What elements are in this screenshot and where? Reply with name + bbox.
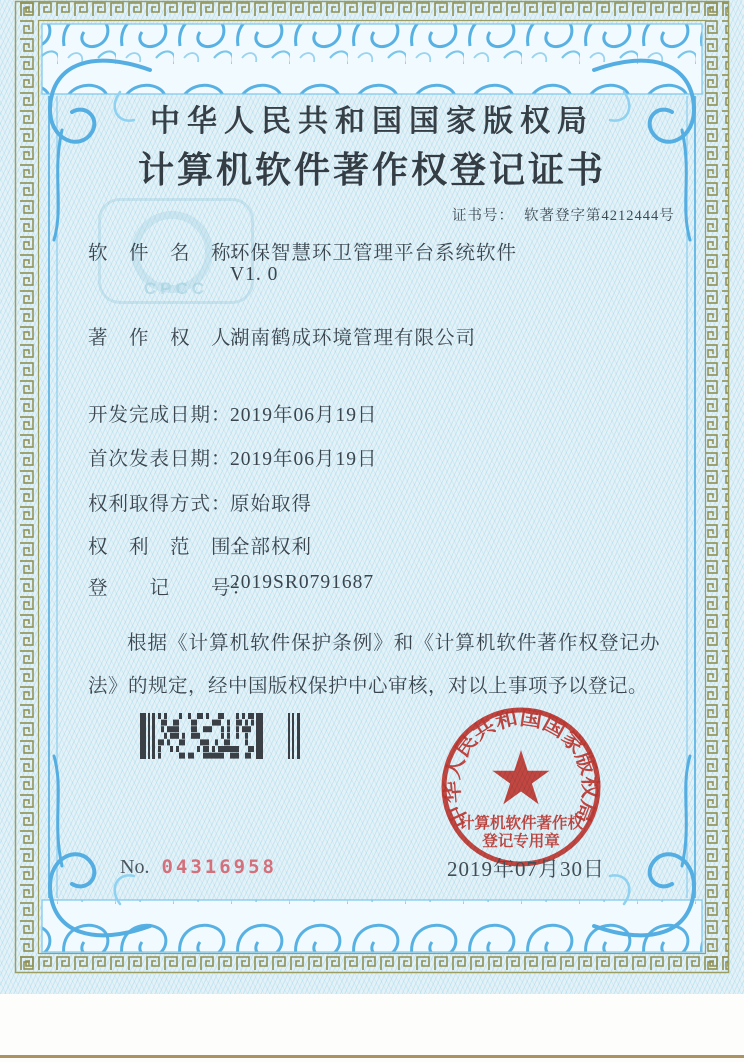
field-right-scope (0, 531, 744, 557)
seal-line1: 计算机软件著作权 (458, 815, 584, 832)
software-name-value: 环保智慧环卫管理平台系统软件 (230, 243, 518, 264)
software-version-value: V1. 0 (230, 264, 279, 285)
registration-number-label: 登 记 号： (88, 578, 253, 599)
issuing-authority-title: 中华人民共和国国家版权局 (150, 105, 594, 138)
registration-number-value: 2019SR0791687 (230, 572, 375, 593)
scanner-background (0, 994, 744, 1062)
certificate-number-label: 证书号： (452, 208, 514, 224)
barcode (140, 713, 302, 759)
right-acquisition-value: 原始取得 (230, 494, 313, 515)
copyright-owner-label: 著 作 权 人： (88, 328, 253, 349)
first-publish-date-value: 2019年06月19日 (230, 449, 378, 470)
certificate-title: 计算机软件著作权登记证书 (137, 150, 606, 190)
right-scope-label: 权 利 范 围： (88, 537, 253, 558)
first-publish-date-label: 首次发表日期： (88, 449, 232, 470)
field-first-publish-date (0, 443, 744, 469)
scan-edge-line (0, 1055, 744, 1058)
certificate-number-line (452, 204, 675, 225)
field-dev-complete-date (0, 399, 744, 425)
serial-number-line (120, 856, 277, 879)
cpcc-watermark-text: CPCC (143, 279, 209, 298)
dev-complete-date-label: 开发完成日期： (88, 405, 232, 426)
right-scope-value: 全部权利 (230, 537, 313, 558)
serial-prefix: No. (120, 856, 150, 878)
seal-date: 2019年07月30日 (447, 857, 605, 881)
seal-line2: 登记专用章 (482, 833, 560, 850)
software-name-label: 软 件 名 称： (88, 243, 253, 264)
registration-statement: 根据《计算机软件保护条例》和《计算机软件著作权登记办法》的规定，经中国版权保护中心审核，对以上事项予以登记。 (88, 633, 660, 697)
seal-star-icon (492, 750, 549, 804)
field-right-acquisition (0, 488, 744, 514)
dev-complete-date-value: 2019年06月19日 (230, 405, 378, 426)
serial-number: 04316958 (161, 856, 277, 878)
copyright-owner-value: 湖南鹤成环境管理有限公司 (230, 328, 477, 349)
seal-ring-text: 中华人民共和国国家版权局 (441, 707, 601, 831)
official-seal (436, 702, 606, 872)
right-acquisition-label: 权利取得方式： (88, 494, 232, 515)
certificate-number-value: 软著登字第4212444号 (524, 208, 675, 224)
field-software-name (0, 237, 744, 263)
field-software-version (0, 264, 744, 290)
field-copyright-owner (0, 322, 744, 348)
field-registration-number (0, 572, 744, 598)
